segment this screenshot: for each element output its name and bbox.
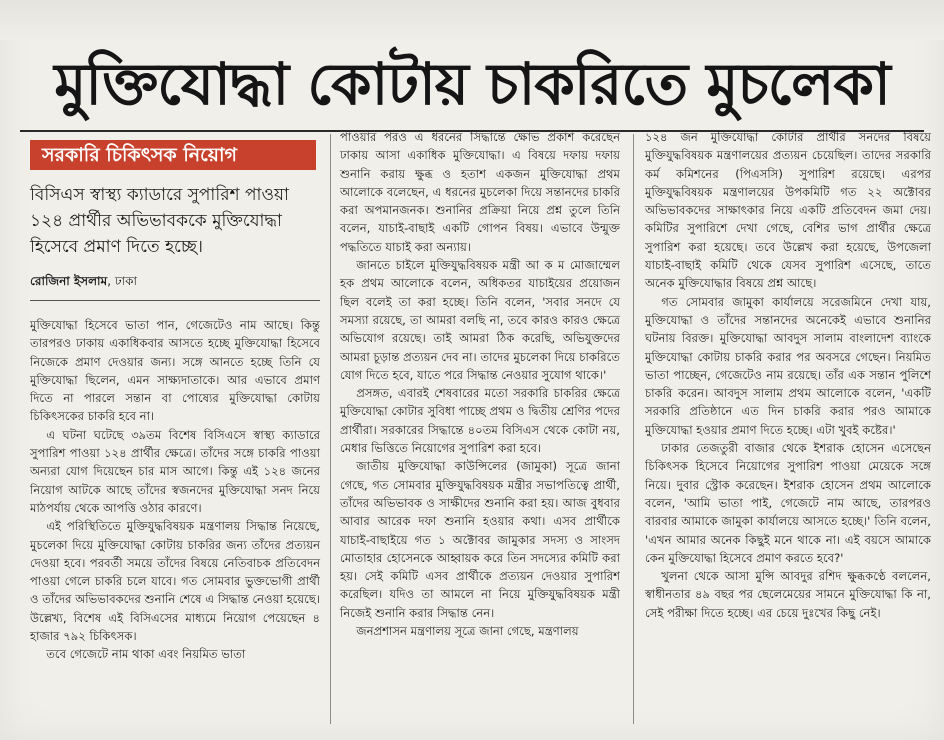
paragraph: পাওয়ার পরও এ ধরনের সিদ্ধান্তে ক্ষোভ প্রকাশ করেছেন ঢাকায় আসা একাধিক মুক্তিযোদ্ধা। এ বিষয়ে দফায় দফায় শুনানি করায় ক্ষুব্ধ ও হতাশ একজন মুক্তিযোদ্ধা প্রথম আলোকে বলেছেন, এ ধরনের মুচলেকা দিয়ে সন্তানদের চাকরি করা অপমানজনক। শুনানির প্রক্রিয়া নিয়ে প্রশ্ন তুলে তিনি বলেন, যাচাই-বাছাই একটি গোপন বিষয়। এভাবে উন্মুক্ত পদ্ধতিতে যাচাই করা অন্যায়। [340,130,620,254]
byline-divider [30,300,320,301]
paragraph: গত সোমবার জামুকা কার্যালয়ে সরেজমিনে দেখা যায়, মুক্তিযোদ্ধা ও তাঁদের সন্তানদের অনেকেই এভাবে শুনানির ঘটনায় বিরক্ত। মুক্তিযোদ্ধা আবদুস সালাম বাংলাদেশ ব্যাংকে মুক্তিযোদ্ধা কোটায় চাকরি করার পর অবসরে গেছেন। নিয়মিত ভাতা পাচ্ছেন, গেজেটেও নাম রয়েছে। তাঁর এক সন্তান পুলিশে চাকরি করেন। আবদুস সালাম প্রথম আলোকে বলেন, 'একটি সরকারি প্রতিষ্ঠানে এত দিন চাকরি করার পরও আমাকে মুক্তিযোদ্ধা হওয়ার প্রমাণ দিতে হচ্ছে। এটা খুবই কষ্টের।' [645,294,931,437]
deck-summary: বিসিএস স্বাস্থ্য ক্যাডারে সুপারিশ পাওয়া ১২৪ প্রার্থীর অভিভাবককে মুক্তিযোদ্ধা হিসেবে প্রমাণ দিতে হচ্ছে। [30,185,289,257]
body-column-1 [30,316,320,664]
previous-article-strip [0,0,944,40]
paragraph: তবে গেজেটে নাম থাকা এবং নিয়মিত ভাতা [46,647,246,662]
byline-location: , ঢাকা [107,274,137,288]
headline: মুক্তিযোদ্ধা কোটায় চাকরিতে মুচলেকা [54,50,890,118]
paragraph: জাতীয় মুক্তিযোদ্ধা কাউন্সিলের (জামুকা) সূত্রে জানা গেছে, গত সোমবার মুক্তিযুদ্ধবিষয়ক মন্ত্রীর সভাপতিত্বে প্রার্থী, তাঁদের অভিভাবক ও সাক্ষীদের শুনানি করা হয়। আজ বুধবার আবার আরেক দফা শুনানি হওয়ার কথা। এসব প্রার্থীকে যাচাই-বাছাইয়ে গত ১ অক্টোবর জামুকার সদস্য ও সাংসদ মোতাহার হোসেনকে আহ্বায়ক করে তিন সদস্যের কমিটি করা হয়। সেই কমিটি এসব প্রার্থীকে প্রত্যয়ন দেওয়ার সুপারিশ করেছিল। যদিও তা আমলে না নিয়ে মুক্তিযুদ্ধবিষয়ক মন্ত্রী নিজেই শুনানি করার সিদ্ধান্ত নেন। [340,459,620,620]
body-column-2 [340,128,620,640]
paragraph: প্রসঙ্গত, এবারই শেষবারের মতো সরকারি চাকরির ক্ষেত্রে মুক্তিযোদ্ধা কোটার সুবিধা পাচ্ছে প্রথম ও দ্বিতীয় শ্রেণির পদের প্রার্থীরা। সরকারের সিদ্ধান্তে ৪০তম বিসিএস থেকে কোটা নয়, মেধার ভিত্তিতে নিয়োগের সুপারিশ করা হবে। [340,386,620,456]
byline-author: রোজিনা ইসলাম [30,274,108,288]
paragraph: মুক্তিযোদ্ধা হিসেবে ভাতা পান, গেজেটেও নাম আছে। কিন্তু তারপরও ঢাকায় একাধিকবার আসতে হচ্ছে মুক্তিযোদ্ধা হিসেবে নিজেকে প্রমাণ দেওয়ার জন্য। সঙ্গে আনতে হচ্ছে তিনি যে মুক্তিযোদ্ধা ছিলেন, এমন সাক্ষ্যদাতাকে। আর এভাবে প্রমাণ দিতে না পারলে সন্তান বা পোষ্যের মুক্তিযোদ্ধা কোটায় চিকিৎসকের চাকরি হবে না। [30,318,320,424]
paragraph: ঢাকার তেজতুরী বাজার থেকে ইশরাক হোসেন এসেছেন চিকিৎসক হিসেবে নিয়োগের সুপারিশ পাওয়া মেয়েকে সঙ্গে নিয়ে। দুবার স্ট্রোক করেছেন। ইশরাক হোসেন প্রথম আলোকে বলেন, 'আমি ভাতা পাই, গেজেটে নাম আছে, তারপরও বারবার আমাকে জামুকা কার্যালয়ে আসতে হচ্ছে।' তিনি বলেন, 'এখন আমার অনেক কিছুই মনে থাকে না। এই বয়সে আমাকে কেন মুক্তিযোদ্ধা হিসেবে প্রমাণ করতে হবে?' [645,441,931,565]
body-column-3 [645,128,931,622]
paragraph: খুলনা থেকে আসা মুন্সি আবদুর রশিদ ক্ষুব্ধকণ্ঠে বললেন, স্বাধীনতার ৪৯ বছর পর ছেলেমেয়ের সামনে মুক্তিযোদ্ধা কি না, সেই পরীক্ষা দিতে হচ্ছে। এর চেয়ে দুঃখের কিছু নেই। [645,569,931,620]
section-label: সরকারি চিকিৎসক নিয়োগ [30,140,316,170]
paragraph: এ ঘটনা ঘটেছে ৩৯তম বিশেষ বিসিএসে স্বাস্থ্য ক্যাডারে সুপারিশ পাওয়া ১২৪ প্রার্থীর ক্ষেত্রে। তাঁদের সঙ্গে চাকরি পাওয়া অন্যরা যোগ দিয়েছেন চার মাস আগে। কিন্তু এই ১২৪ জনের নিয়োগ আটকে আছে তাঁদের স্বজনদের মুক্তিযোদ্ধা সনদ নিয়ে মাঠপর্যায় থেকে আপত্তি ওঠার কারণে। [30,427,320,515]
paragraph: এই পরিস্থিতিতে মুক্তিযুদ্ধবিষয়ক মন্ত্রণালয় সিদ্ধান্ত নিয়েছে, মুচলেকা দিয়ে মুক্তিযোদ্ধা কোটায় চাকরির জন্য তাঁদের প্রত্যয়ন দেওয়া হবে। পরবর্তী সময়ে তাঁদের বিষয়ে নেতিবাচক প্রতিবেদন পাওয়া গেলে চাকরি চলে যাবে। গত সোমবার ভুক্তভোগী প্রার্থী ও তাঁদের অভিভাবকদের শুনানি শেষে এ সিদ্ধান্ত নেওয়া হয়েছে। উল্লেখ্য, বিশেষ এই বিসিএসের মাধ্যমে নিয়োগ পেয়েছেন ৪ হাজার ৭৯২ চিকিৎসক। [30,519,320,644]
paragraph: জনপ্রশাসন মন্ত্রণালয় সূত্রে জানা গেছে, মন্ত্রণালয় [356,624,579,639]
column-divider [330,134,331,724]
paragraph: ১২৪ জন মুক্তিযোদ্ধা কোটার প্রার্থীর সনদের বিষয়ে মুক্তিযুদ্ধবিষয়ক মন্ত্রণালয়ের প্রত্যয়ন চেয়েছিল। তাদের সরকারি কর্ম কমিশনের (পিএসসি) সুপারিশ রয়েছে। এরপর মুক্তিযুদ্ধবিষয়ক মন্ত্রণালয়ের উপকমিটি গত ২২ অক্টোবর অভিভাবকদের সাক্ষাৎকার নিয়ে একটি প্রতিবেদন জমা দেয়। কমিটির সুপারিশে দেখা গেছে, বেশির ভাগ প্রার্থীর ক্ষেত্রে সুপারিশ করা হয়েছে। তবে উল্লেখ করা হয়েছে, উপজেলা যাচাই-বাছাই কমিটি থেকে যেসব সুপারিশ এসেছে, তাতে অনেক মুক্তিযোদ্ধার বিষয়ে প্রশ্ন আছে। [645,130,931,291]
byline [30,272,320,290]
column-divider [633,134,634,724]
paragraph: জানতে চাইলে মুক্তিযুদ্ধবিষয়ক মন্ত্রী আ ক ম মোজাম্মেল হক প্রথম আলোকে বলেন, অধিকতর যাচাইয়ের প্রয়োজন ছিল বলেই তা করা হচ্ছে। তিনি বলেন, 'সবার সনদে যে সমস্যা রয়েছে, তা আমরা বলছি না, তবে কারও কারও ক্ষেত্রে অভিযোগ রয়েছে। তাই আমরা ঠিক করেছি, অভিযুক্তদের আমরা চূড়ান্ত প্রত্যয়ন দেব না। তাদের মুচলেকা দিয়ে চাকরিতে যোগ দিতে হবে, যাতে পরে সিদ্ধান্ত নেওয়ার সুযোগ থাকে।' [340,258,620,382]
